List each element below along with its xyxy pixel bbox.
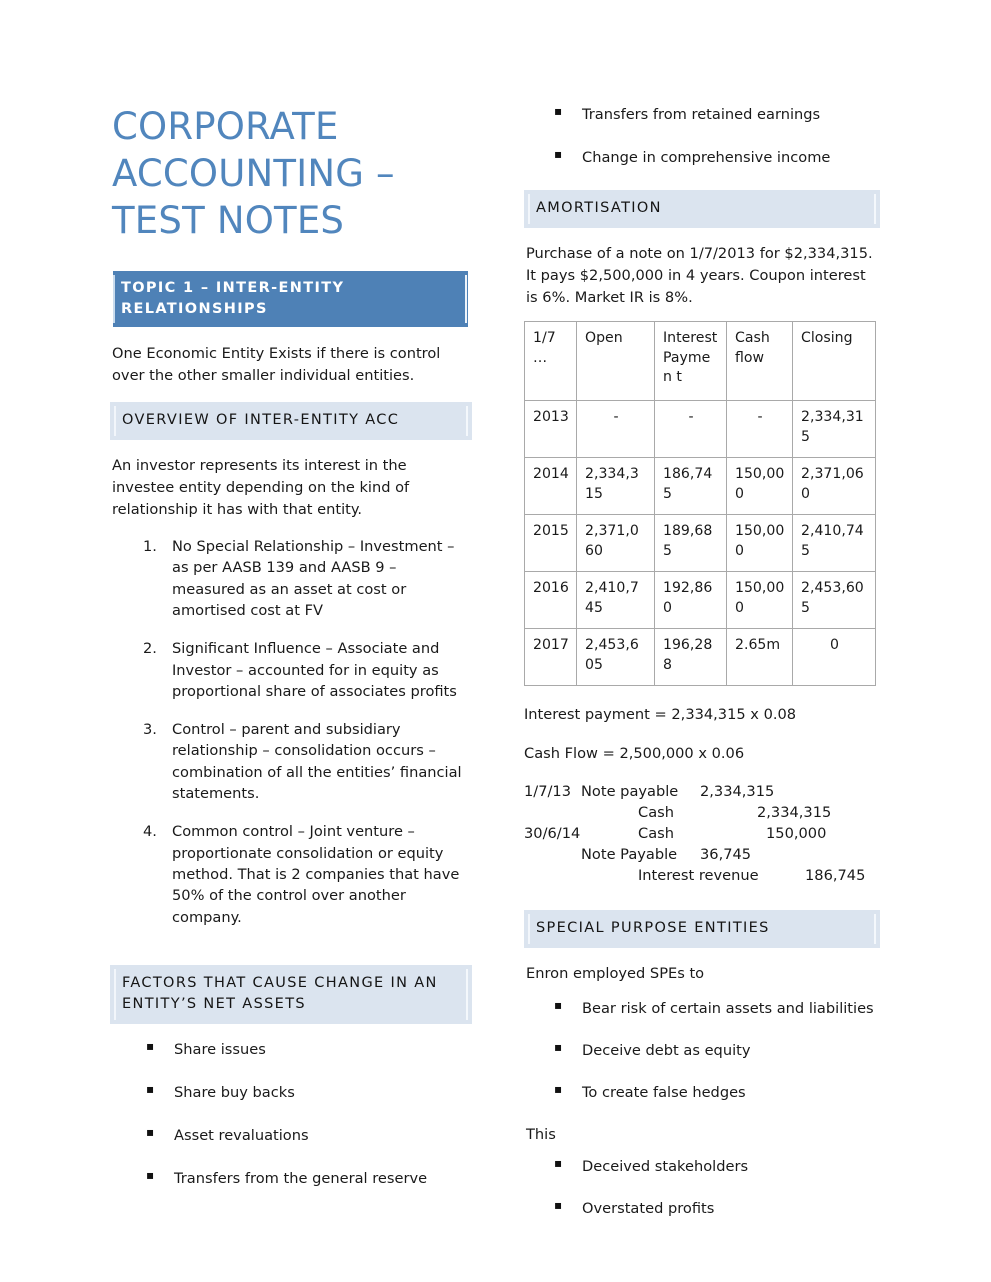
table-cell-year: 2013 xyxy=(525,401,577,458)
journal-debit: 2,334,315 xyxy=(700,782,775,800)
table-cell-cashflow: 150,000 xyxy=(727,458,793,515)
journal-account: Cash xyxy=(638,803,674,821)
page-title: CORPORATE ACCOUNTING – TEST NOTES xyxy=(112,105,395,242)
list-item: ▪ Deceive debt as equity xyxy=(582,1040,880,1061)
spe-results-list xyxy=(524,1156,880,1219)
journal-date: 30/6/14 xyxy=(524,824,581,842)
table-header-cell: Open xyxy=(577,322,655,401)
table-header-row xyxy=(525,322,876,401)
spe-intro: Enron employed SPEs to xyxy=(526,964,705,982)
list-item: ▪ Share buy backs xyxy=(174,1082,472,1103)
table-cell-closing: 0 xyxy=(793,629,876,686)
table-cell-year: 2016 xyxy=(525,572,577,629)
table-cell-interest: - xyxy=(655,401,727,458)
table-cell-cashflow: 150,000 xyxy=(727,572,793,629)
amortisation-intro: Purchase of a note on 1/7/2013 for $2,334,315. It pays $2,500,000 in 4 years. Coupon interest is 6%. Market IR is 8%. xyxy=(526,245,873,306)
journal-account: Interest revenue xyxy=(638,866,759,884)
table-cell-interest: 192,860 xyxy=(655,572,727,629)
journal-account: Note payable xyxy=(581,782,679,800)
journal-date: 1/7/13 xyxy=(524,782,571,800)
list-item: ▪ Transfers from the general reserve xyxy=(174,1168,472,1189)
spe-uses-list xyxy=(524,998,880,1103)
list-item: ▪ Overstated profits xyxy=(582,1198,880,1219)
table-header-cell: Interest Paymen t xyxy=(655,322,727,401)
heading-special-purpose-entities: SPECIAL PURPOSE ENTITIES xyxy=(524,910,880,948)
table-cell-year: 2014 xyxy=(525,458,577,515)
list-item: ▪ Asset revaluations xyxy=(174,1125,472,1146)
left-column xyxy=(110,104,472,1212)
journal-debit: 36,745 xyxy=(700,845,752,863)
list-item: ▪ Share issues xyxy=(174,1039,472,1060)
table-cell-open: 2,371,060 xyxy=(577,515,655,572)
list-item: ▪ Bear risk of certain assets and liabilities xyxy=(582,998,880,1019)
table-cell-open: 2,453,605 xyxy=(577,629,655,686)
heading-topic-1: TOPIC 1 – INTER-ENTITY RELATIONSHIPS xyxy=(110,271,472,327)
cash-flow-formula: Cash Flow = 2,500,000 x 0.06 xyxy=(524,745,745,762)
journal-account: Note Payable xyxy=(581,845,678,863)
journal-credit: 186,745 xyxy=(805,866,866,884)
table-row xyxy=(525,629,876,686)
table-cell-interest: 186,745 xyxy=(655,458,727,515)
spe-result-label: This xyxy=(526,1125,556,1143)
table-cell-year: 2017 xyxy=(525,629,577,686)
journal-credit: 2,334,315 xyxy=(757,803,832,821)
table-row xyxy=(525,458,876,515)
table-cell-open: 2,334,315 xyxy=(577,458,655,515)
factors-list xyxy=(110,1039,472,1190)
journal-entries xyxy=(524,782,880,892)
table-cell-closing: 2,371,060 xyxy=(793,458,876,515)
journal-account: Cash xyxy=(638,824,674,842)
table-row xyxy=(525,401,876,458)
table-cell-open: - xyxy=(577,401,655,458)
table-cell-closing: 2,334,315 xyxy=(793,401,876,458)
right-column xyxy=(524,104,880,1240)
journal-debit: 150,000 xyxy=(766,824,827,842)
table-cell-cashflow: 150,000 xyxy=(727,515,793,572)
table-cell-open: 2,410,745 xyxy=(577,572,655,629)
list-item: Common control – Joint venture – proportionate consolidation or equity method. That is 2 companies that have 50% of the control over another company. xyxy=(172,823,460,926)
table-row xyxy=(525,572,876,629)
list-item: ▪ To create false hedges xyxy=(582,1082,880,1103)
table-header-cell: Cash flow xyxy=(727,322,793,401)
table-header-cell: 1/7… xyxy=(525,322,577,401)
table-header-cell: Closing xyxy=(793,322,876,401)
list-item: ▪ Transfers from retained earnings xyxy=(582,104,880,125)
relationship-types-list xyxy=(110,536,472,928)
list-item: ▪ Deceived stakeholders xyxy=(582,1156,880,1177)
table-cell-interest: 189,685 xyxy=(655,515,727,572)
topic-1-intro: One Economic Entity Exists if there is control over the other smaller individual entities. xyxy=(112,345,441,384)
interest-payment-formula: Interest payment = 2,334,315 x 0.08 xyxy=(524,706,797,724)
heading-amortisation: AMORTISATION xyxy=(524,190,880,228)
table-cell-closing: 2,410,745 xyxy=(793,515,876,572)
heading-overview-inter-entity-acc: OVERVIEW OF INTER-ENTITY ACC xyxy=(110,402,472,440)
list-item: Significant Influence – Associate and Investor – accounted for in equity as proportional share of associates profits xyxy=(172,640,457,700)
amortisation-table xyxy=(524,321,876,686)
heading-factors-net-assets: FACTORS THAT CAUSE CHANGE IN AN ENTITY’S NET ASSETS xyxy=(110,965,472,1024)
table-cell-cashflow: 2.65m xyxy=(727,629,793,686)
table-cell-year: 2015 xyxy=(525,515,577,572)
table-cell-cashflow: - xyxy=(727,401,793,458)
table-cell-closing: 2,453,605 xyxy=(793,572,876,629)
table-cell-interest: 196,288 xyxy=(655,629,727,686)
factors-continued-list xyxy=(524,104,880,168)
list-item: Control – parent and subsidiary relationship – consolidation occurs – combination of all the entities’ financial statements. xyxy=(172,721,462,803)
table-row xyxy=(525,515,876,572)
list-item: ▪ Change in comprehensive income xyxy=(582,147,880,168)
overview-intro: An investor represents its interest in the investee entity depending on the kind of relationship it has with that entity. xyxy=(112,457,410,518)
list-item: No Special Relationship – Investment – as per AASB 139 and AASB 9 – measured as an asset at cost or amortised cost at FV xyxy=(172,538,455,619)
